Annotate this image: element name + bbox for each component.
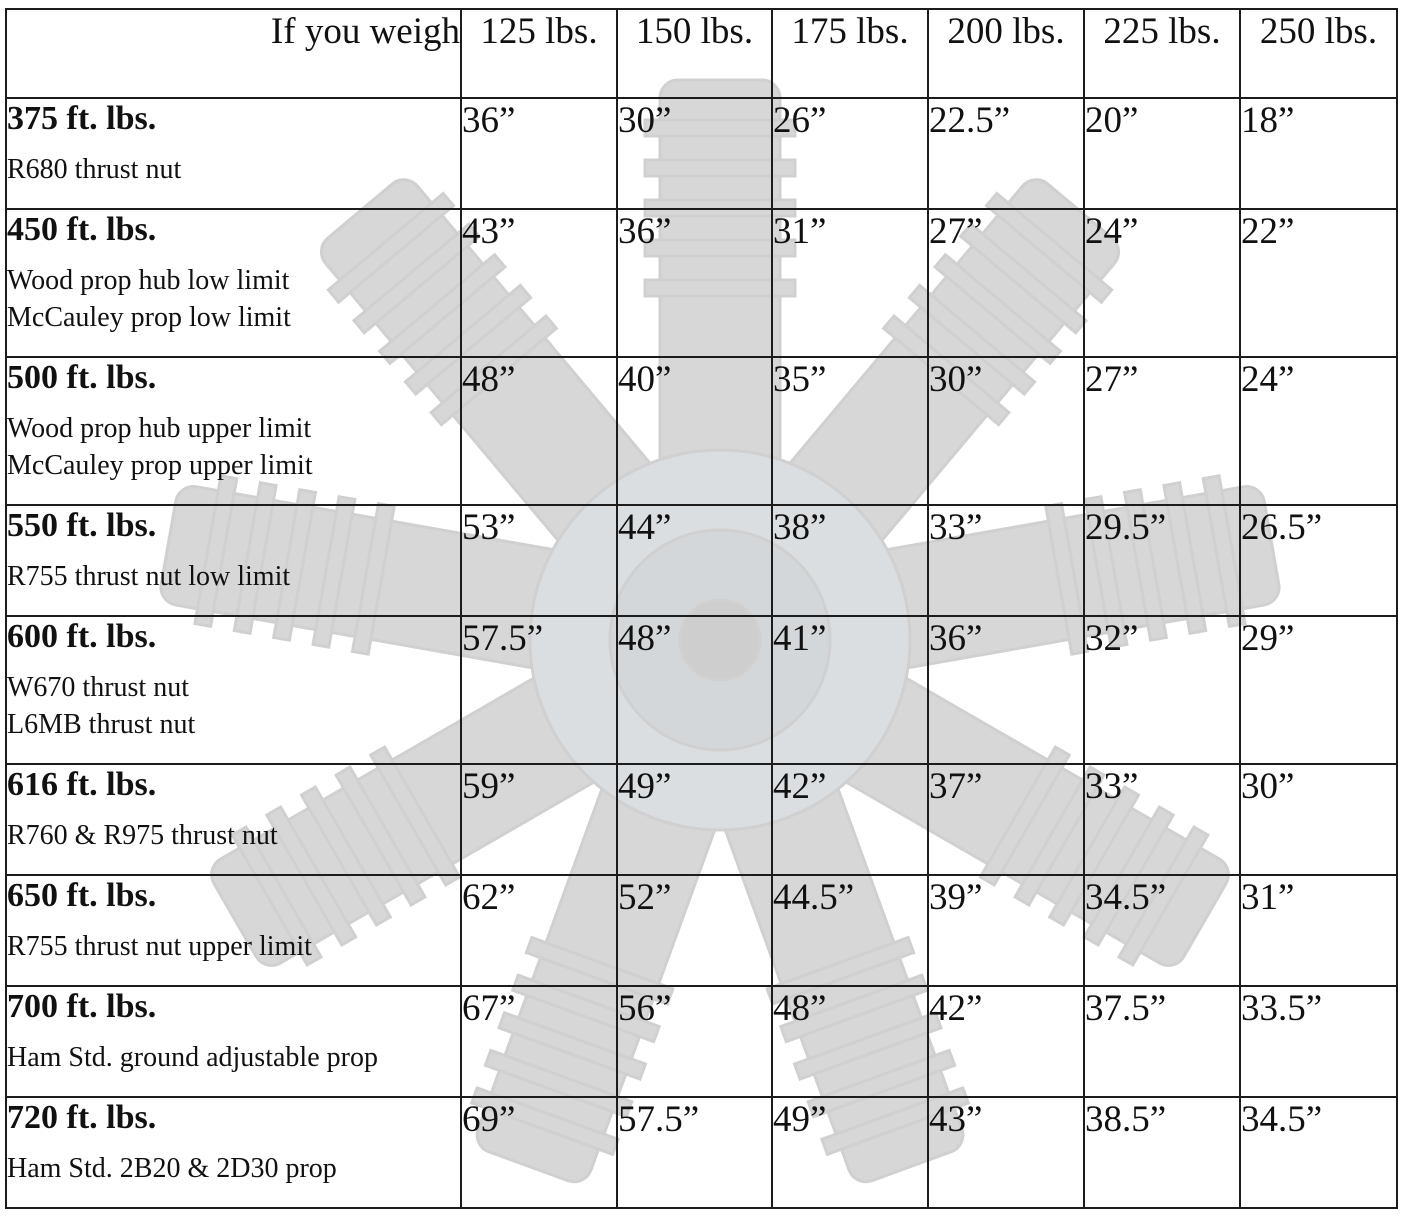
- distance-cell: 48”: [461, 357, 617, 505]
- distance-cell: 34.5”: [1240, 1097, 1397, 1208]
- torque-value: 616 ft. lbs.: [7, 766, 157, 803]
- distance-cell: 36”: [928, 616, 1084, 764]
- note-line: R755 thrust nut low limit: [7, 561, 291, 592]
- torque-label-cell: [6, 209, 461, 357]
- torque-notes: [7, 669, 460, 743]
- distance-cell: 56”: [617, 986, 772, 1097]
- torque-notes: [7, 817, 460, 854]
- torque-notes: [7, 410, 460, 484]
- weight-column-header: 125 lbs.: [461, 9, 617, 98]
- torque-label-cell: [6, 357, 461, 505]
- distance-cell: 30”: [1240, 764, 1397, 875]
- note-line: R760 & R975 thrust nut: [7, 820, 278, 851]
- weight-column-header: 175 lbs.: [772, 9, 928, 98]
- torque-label-cell: [6, 875, 461, 986]
- distance-cell: 43”: [461, 209, 617, 357]
- torque-label-cell: [6, 616, 461, 764]
- note-line: L6MB thrust nut: [7, 709, 196, 740]
- torque-value: 720 ft. lbs.: [7, 1099, 157, 1136]
- torque-notes: [7, 1150, 460, 1187]
- distance-cell: 31”: [1240, 875, 1397, 986]
- torque-weight-table: [5, 8, 1398, 1209]
- torque-value: 700 ft. lbs.: [7, 988, 157, 1025]
- distance-cell: 27”: [928, 209, 1084, 357]
- torque-value: 650 ft. lbs.: [7, 877, 157, 914]
- weight-column-header: 250 lbs.: [1240, 9, 1397, 98]
- distance-cell: 32”: [1084, 616, 1240, 764]
- note-line: R755 thrust nut upper limit: [7, 931, 312, 962]
- distance-cell: 29”: [1240, 616, 1397, 764]
- distance-cell: 40”: [617, 357, 772, 505]
- distance-cell: 36”: [461, 98, 617, 209]
- torque-notes: [7, 928, 460, 965]
- torque-value: 450 ft. lbs.: [7, 211, 157, 248]
- torque-label-cell: [6, 986, 461, 1097]
- distance-cell: 49”: [772, 1097, 928, 1208]
- distance-cell: 57.5”: [617, 1097, 772, 1208]
- distance-cell: 59”: [461, 764, 617, 875]
- distance-cell: 42”: [772, 764, 928, 875]
- distance-cell: 44.5”: [772, 875, 928, 986]
- weight-column-header: 200 lbs.: [928, 9, 1084, 98]
- table-row: [6, 505, 1397, 616]
- distance-cell: 67”: [461, 986, 617, 1097]
- distance-cell: 43”: [928, 1097, 1084, 1208]
- table-row: [6, 357, 1397, 505]
- header-row: [6, 9, 1397, 98]
- torque-value: 375 ft. lbs.: [7, 100, 157, 137]
- distance-cell: 62”: [461, 875, 617, 986]
- torque-label-cell: [6, 764, 461, 875]
- distance-cell: 22.5”: [928, 98, 1084, 209]
- distance-cell: 39”: [928, 875, 1084, 986]
- distance-cell: 30”: [928, 357, 1084, 505]
- weight-column-header: 150 lbs.: [617, 9, 772, 98]
- note-line: R680 thrust nut: [7, 154, 182, 185]
- note-line: Wood prop hub low limit: [7, 265, 290, 296]
- table-row: [6, 1097, 1397, 1208]
- distance-cell: 33.5”: [1240, 986, 1397, 1097]
- distance-cell: 24”: [1240, 357, 1397, 505]
- torque-label-cell: [6, 505, 461, 616]
- distance-cell: 22”: [1240, 209, 1397, 357]
- distance-cell: 20”: [1084, 98, 1240, 209]
- weight-column-header: 225 lbs.: [1084, 9, 1240, 98]
- distance-cell: 41”: [772, 616, 928, 764]
- distance-cell: 27”: [1084, 357, 1240, 505]
- distance-cell: 35”: [772, 357, 928, 505]
- distance-cell: 37”: [928, 764, 1084, 875]
- distance-cell: 48”: [772, 986, 928, 1097]
- torque-notes: [7, 262, 460, 336]
- distance-cell: 30”: [617, 98, 772, 209]
- distance-cell: 24”: [1084, 209, 1240, 357]
- torque-label-cell: [6, 98, 461, 209]
- table-row: [6, 209, 1397, 357]
- note-line: Ham Std. ground adjustable prop: [7, 1042, 378, 1073]
- table-row: [6, 875, 1397, 986]
- table-row: [6, 616, 1397, 764]
- distance-cell: 29.5”: [1084, 505, 1240, 616]
- note-line: Wood prop hub upper limit: [7, 413, 312, 444]
- torque-notes: [7, 1039, 460, 1076]
- distance-cell: 52”: [617, 875, 772, 986]
- distance-cell: 33”: [928, 505, 1084, 616]
- torque-label-cell: [6, 1097, 461, 1208]
- distance-cell: 37.5”: [1084, 986, 1240, 1097]
- torque-value: 600 ft. lbs.: [7, 618, 157, 655]
- distance-cell: 34.5”: [1084, 875, 1240, 986]
- note-line: McCauley prop upper limit: [7, 450, 313, 481]
- table-row: [6, 986, 1397, 1097]
- distance-cell: 38.5”: [1084, 1097, 1240, 1208]
- table-row: [6, 764, 1397, 875]
- distance-cell: 31”: [772, 209, 928, 357]
- distance-cell: 49”: [617, 764, 772, 875]
- table-row: [6, 98, 1397, 209]
- torque-notes: [7, 151, 460, 188]
- distance-cell: 26”: [772, 98, 928, 209]
- distance-cell: 33”: [1084, 764, 1240, 875]
- distance-cell: 26.5”: [1240, 505, 1397, 616]
- distance-cell: 69”: [461, 1097, 617, 1208]
- distance-cell: 48”: [617, 616, 772, 764]
- distance-cell: 18”: [1240, 98, 1397, 209]
- note-line: Ham Std. 2B20 & 2D30 prop: [7, 1153, 337, 1184]
- torque-value: 550 ft. lbs.: [7, 507, 157, 544]
- distance-cell: 36”: [617, 209, 772, 357]
- distance-cell: 42”: [928, 986, 1084, 1097]
- note-line: W670 thrust nut: [7, 672, 189, 703]
- distance-cell: 53”: [461, 505, 617, 616]
- distance-cell: 57.5”: [461, 616, 617, 764]
- note-line: McCauley prop low limit: [7, 302, 291, 333]
- distance-cell: 44”: [617, 505, 772, 616]
- torque-value: 500 ft. lbs.: [7, 359, 157, 396]
- weight-header-label: If you weigh: [6, 9, 461, 98]
- distance-cell: 38”: [772, 505, 928, 616]
- torque-notes: [7, 558, 460, 595]
